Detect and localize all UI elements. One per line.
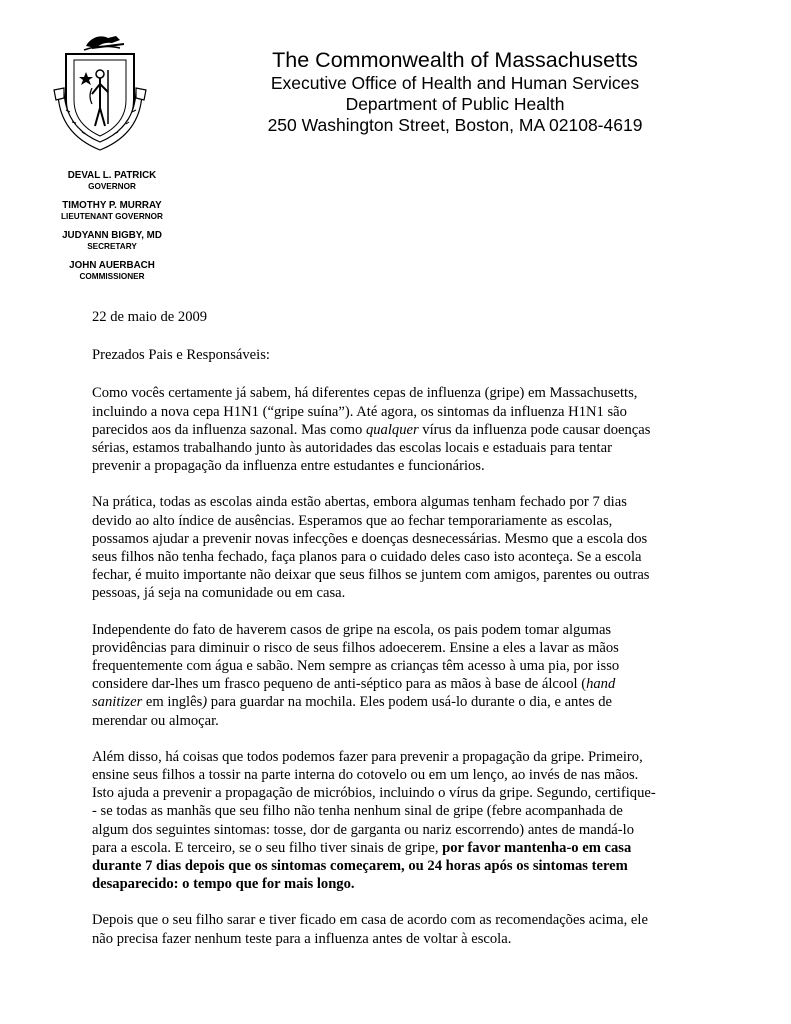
official-title: GOVERNOR bbox=[88, 182, 136, 191]
letterhead-title: The Commonwealth of Massachusetts bbox=[272, 48, 638, 72]
letter-body bbox=[92, 308, 722, 966]
text-line: frequentemente com água e sabão. Nem sempre as crianças têm acesso à uma pia, por isso bbox=[92, 658, 620, 675]
text-line: Na prática, todas as escolas ainda estão abertas, embora algumas tenham fechado por 7 dias bbox=[92, 494, 627, 511]
text-line: ensine seus filhos a tossir na parte interna do cotovelo ou em um lenço, ao invés de nas mãos. bbox=[92, 767, 639, 784]
official-name: JUDYANN BIGBY, MD bbox=[62, 230, 162, 241]
bold-text: por favor mantenha-o em casa bbox=[442, 839, 632, 856]
text-line: sérias, estamos trabalhando junto às autoridades das escolas locais e estaduais para tentar bbox=[92, 440, 612, 457]
text-line: prevenir a propagação da influenza entre estudantes e funcionários. bbox=[92, 458, 485, 475]
text-line: providências para diminuir o risco de seus filhos adoecerem. Ensine a eles a lavar as mãos bbox=[92, 639, 619, 656]
letterhead-address: 250 Washington Street, Boston, MA 02108-4619 bbox=[267, 115, 643, 135]
paragraph-intro bbox=[92, 384, 722, 475]
text-line: possamos ajudar a prevenir novas infecções e doenças desnecessárias. Mesmo que a escola dos bbox=[92, 530, 648, 547]
letterhead bbox=[250, 48, 660, 136]
text-line: não precisa fazer nenhum teste para a influenza antes de voltar à escola. bbox=[92, 930, 512, 947]
emphasis-text: sanitizer bbox=[92, 694, 143, 711]
text-line bbox=[92, 675, 722, 693]
official-title: SECRETARY bbox=[87, 242, 137, 251]
official-name: DEVAL L. PATRICK bbox=[67, 170, 157, 181]
officials-list bbox=[40, 170, 184, 290]
text-line bbox=[92, 693, 722, 711]
text-line: algum dos seguintes sintomas: tosse, dor de garganta ou nariz escorrendo) antes de mandá-lo bbox=[92, 821, 634, 838]
text-run: vírus da influenza pode causar doenças bbox=[418, 421, 651, 438]
official-title: LIEUTENANT GOVERNOR bbox=[61, 212, 163, 221]
text-line bbox=[92, 839, 722, 857]
letterhead-office: Executive Office of Health and Human Services bbox=[270, 73, 640, 93]
text-line: fechar, é muito importante não deixar que seus filhos se juntem com amigos, parentes ou outras bbox=[92, 567, 650, 584]
paragraph-schools bbox=[92, 493, 722, 602]
bold-text-line: durante 7 dias depois que os sintomas começarem, ou 24 horas após os sintomas terem bbox=[92, 858, 628, 875]
official-governor bbox=[40, 170, 184, 192]
text-line: devido ao alto índice de ausências. Esperamos que ao fechar temporariamente as escolas, bbox=[92, 512, 613, 529]
letterhead-department: Department of Public Health bbox=[345, 94, 565, 114]
text-line: Depois que o seu filho sarar e tiver ficado em casa de acordo com as recomendações acima, ele bbox=[92, 912, 648, 929]
text-line: - se todas as manhãs que seu filho não tenha nenhum sinal de gripe (febre acompanhada de bbox=[92, 803, 623, 820]
letter-salutation: Prezados Pais e Responsáveis: bbox=[92, 347, 270, 364]
official-name: TIMOTHY P. MURRAY bbox=[62, 200, 162, 211]
text-line: Além disso, há coisas que todos podemos fazer para prevenir a propagação da gripe. Primeiro, bbox=[92, 748, 643, 765]
text-run: considere dar-lhes um frasco pequeno de anti-séptico para as mãos à base de álcool ( bbox=[92, 676, 587, 693]
paragraph-hygiene bbox=[92, 748, 722, 894]
emphasis-text: qualquer bbox=[365, 421, 419, 438]
text-line: pessoas, já seja na comunidade ou em casa. bbox=[92, 585, 346, 602]
official-name: JOHN AUERBACH bbox=[69, 260, 155, 271]
text-line bbox=[92, 421, 722, 439]
letter-date: 22 de maio de 2009 bbox=[92, 309, 208, 325]
official-secretary bbox=[40, 230, 184, 252]
massachusetts-seal-icon bbox=[48, 30, 152, 152]
text-line: Isto ajuda a prevenir a propagação de micróbios, incluindo o vírus da gripe. Segundo, certifique- bbox=[92, 785, 656, 802]
official-commissioner bbox=[40, 260, 184, 282]
official-title: COMMISSIONER bbox=[79, 272, 145, 281]
bold-text-line: desaparecido: o tempo que for mais longo. bbox=[92, 876, 355, 893]
paragraph-return bbox=[92, 911, 722, 947]
text-run: em inglês bbox=[142, 694, 203, 711]
text-line: merendar ou almoçar. bbox=[92, 712, 219, 729]
text-line: Independente do fato de haverem casos de gripe na escola, os pais podem tomar algumas bbox=[92, 621, 612, 638]
paragraph-prevention bbox=[92, 621, 722, 730]
text-line: incluindo a nova cepa H1N1 (“gripe suína”). Até agora, os sintomas da influenza H1N1 são bbox=[92, 403, 627, 420]
text-run: para a escola. E terceiro, se o seu filho tiver sinais de gripe, bbox=[92, 839, 443, 856]
emphasis-text: hand bbox=[586, 676, 616, 693]
text-line: seus filhos não tenha fechado, faça planos para o cuidado deles caso isto aconteça. Se a escola bbox=[92, 549, 642, 566]
official-lieutenant-governor bbox=[40, 200, 184, 222]
text-run: parecidos aos da influenza sazonal. Mas como bbox=[92, 421, 366, 438]
text-line: Como vocês certamente já sabem, há diferentes cepas de influenza (gripe) em Massachusetts, bbox=[92, 385, 638, 402]
emphasis-text: ) bbox=[202, 694, 208, 711]
text-run: para guardar na mochila. Eles podem usá-lo durante o dia, e antes de bbox=[207, 694, 612, 711]
